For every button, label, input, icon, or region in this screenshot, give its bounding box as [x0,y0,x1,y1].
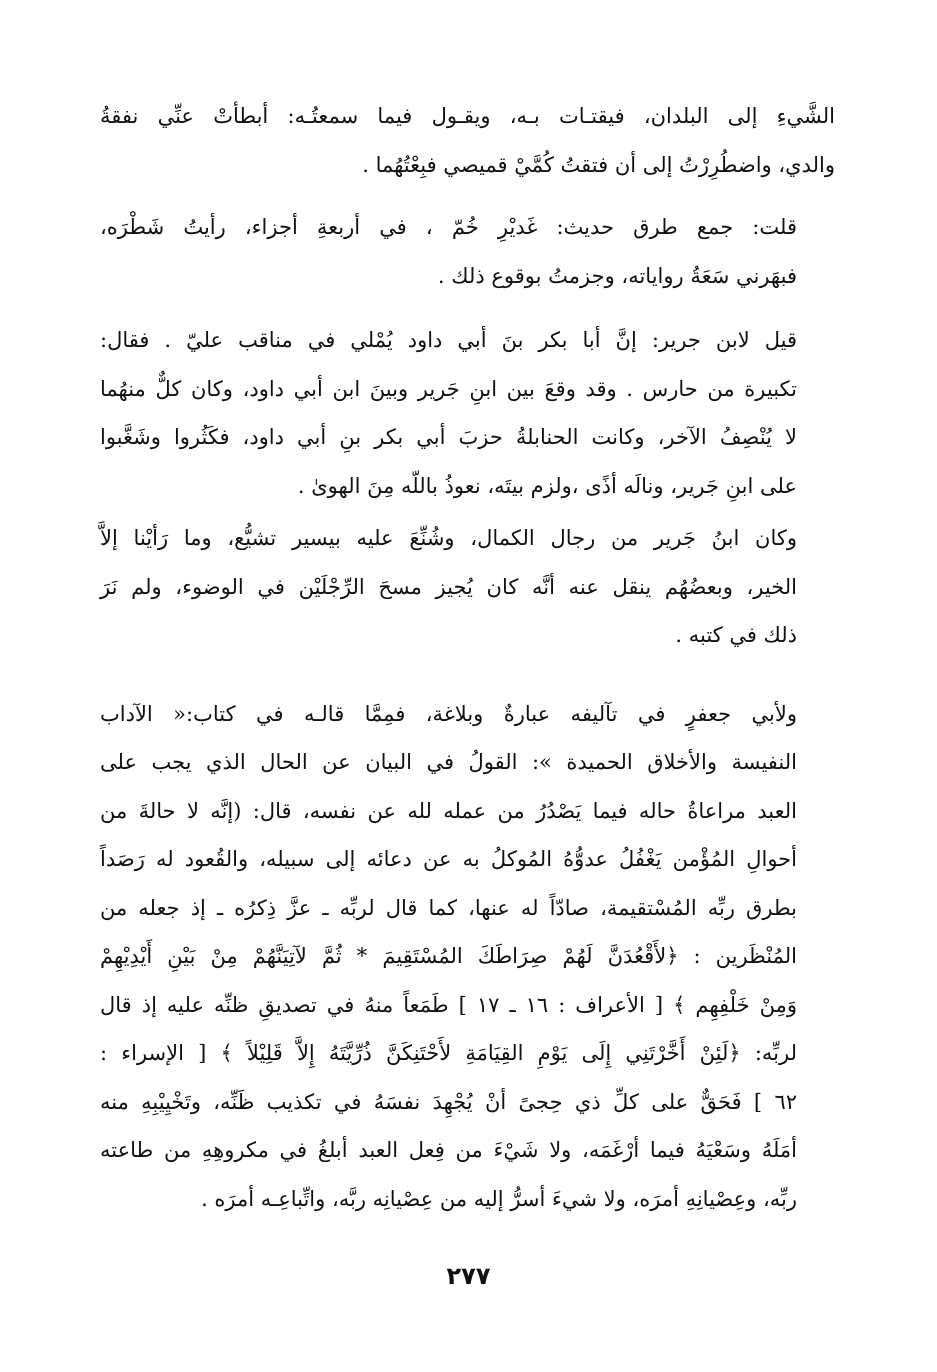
text-line: أمَلَهُ وسَعْيَهُ فيما أرْغَمَه، ولا شَيْءَ من فِعل العبد أبلغُ في مكروهِهِ من طاعته [100,1138,798,1162]
text-line: لا يُنْصِفُ الآخر، وكانت الحنابلةُ حزبَ أبي بكر بنِ أبي داود، فكَثُروا وشَغَّبوا [100,425,797,449]
paragraph-2 [100,203,835,300]
text-line: الشَّيءِ إلى البلدان، فيقتـات بـه، ويقـول فيما سمعتُـه: أبطأتْ عنِّي نفقةُ [100,104,835,128]
quran-verse-line: المُنْظَرين : ﴿لأَقْعُدَنَّ لَهُمْ صِرَاطَكَ المُسْتَقِيمَ * ثُمَّ لآتِيَنَّهُمْ مِنْ بَيْنِ أَيْدِيْهِمْ [100,944,797,968]
text-line: تكبيرة من حارس . وقد وقعَ بين ابنِ جَرير وبينَ ابن أبي داود، وكان كلٌّ منهُما [100,376,797,401]
text-line: ولأبي جعفرٍ في تآليفه عبارةٌ وبلاغة، فمِمَّا قالـه في كتاب:« الآداب [100,701,797,726]
paragraph-5 [100,690,835,1224]
paragraph-1 [100,92,835,189]
page-number: ٢٧٧ [446,1262,491,1290]
text-line: ربِّه، وعِصْيانِهِ أمرَه، ولا شيءَ أسرُّ إليه من عِصْيانِه ربَّه، واتِّباعِـه أمرَه . [201,1186,797,1211]
text-line: على ابنِ جَرير، ونالَه أذًى ،ولزم بيتَه، نعوذُ باللّه مِنَ الهوىٰ . [297,473,797,498]
text-line: وكان ابنُ جَرير من رجال الكمال، وشُنِّعَ عليه بيسير تشيُّع، وما رَأيْنا إلاَّ [100,526,797,550]
text-line: والدي، واضطُرِرْتُ إلى أن فتقتُ كُمَّيْ قميصي فبِعْتُهُما . [362,152,835,177]
paragraph-3 [100,316,835,510]
page-body [100,92,835,1223]
paragraph-4 [100,514,835,660]
quran-verse-line: لربِّه: ﴿لَئِنْ أَخَّرْتَنِي إِلَى يَوْمِ القِيَامَةِ لأَحْتَنِكَنَّ ذُرِّيَّتَهُ إِلاَّ قَلِيْلاً ﴾ [ الإسراء : [100,1041,797,1065]
text-line: العبد مراعاةُ حاله فيما يَصْدُرُ من عمله لله عن نفسه، قال: (إنَّه لا حالةَ من [100,798,797,823]
text-line: وَمِنْ خَلْفِهِم ﴾ [ الأعراف : ١٦ ـ ١٧ ] طَمَعاً منهُ في تصديقِ ظنِّه عليه إذ قال [100,992,797,1017]
text-line: ذلك في كتبه . [675,623,797,647]
text-line: ٦٢ ] فَحَقٌّ على كلِّ ذي حِجىً أنْ يُجْهِدَ نفسَهُ في تكذيب ظَنِّه، وتَخْيِيْبِهِ منه [100,1089,797,1114]
text-line: قيل لابن جرير: إنَّ أبا بكر بنَ أبي داود يُمْلي في مناقب عليّ . فقال: [100,328,797,352]
text-line: فبهَرني سَعَةُ رواياته، وجزمتُ بوقوع ذلك . [437,263,797,288]
text-line: النفيسة والأخلاق الحميدة »: القولُ في البيان عن الحال الذي يجب على [100,750,797,774]
text-line: أحوالِ المُؤْمن يَغْفُلُ عدوُّهُ المُوكلُ به عن دعائه إلى سبيله، والقُعود له رَصَداً [100,847,797,871]
text-line: قلت: جمع طرق حديث: غَديْرِ خُمّ ، في أربعةِ أجزاء، رأيتُ شَطْرَه، [100,215,797,239]
text-line: الخير، وبعضُهُم ينقل عنه أنَّه كان يُجيز مسحَ الرِّجْلَيْن في الوضوء، ولم نَرَ [100,574,797,599]
text-line: بطرق ربِّه المُسْتقيمة، صادّاً له عنها، كما قال لربِّه ـ عزَّ ذِكرُه ـ إذ جعله من [100,895,797,920]
